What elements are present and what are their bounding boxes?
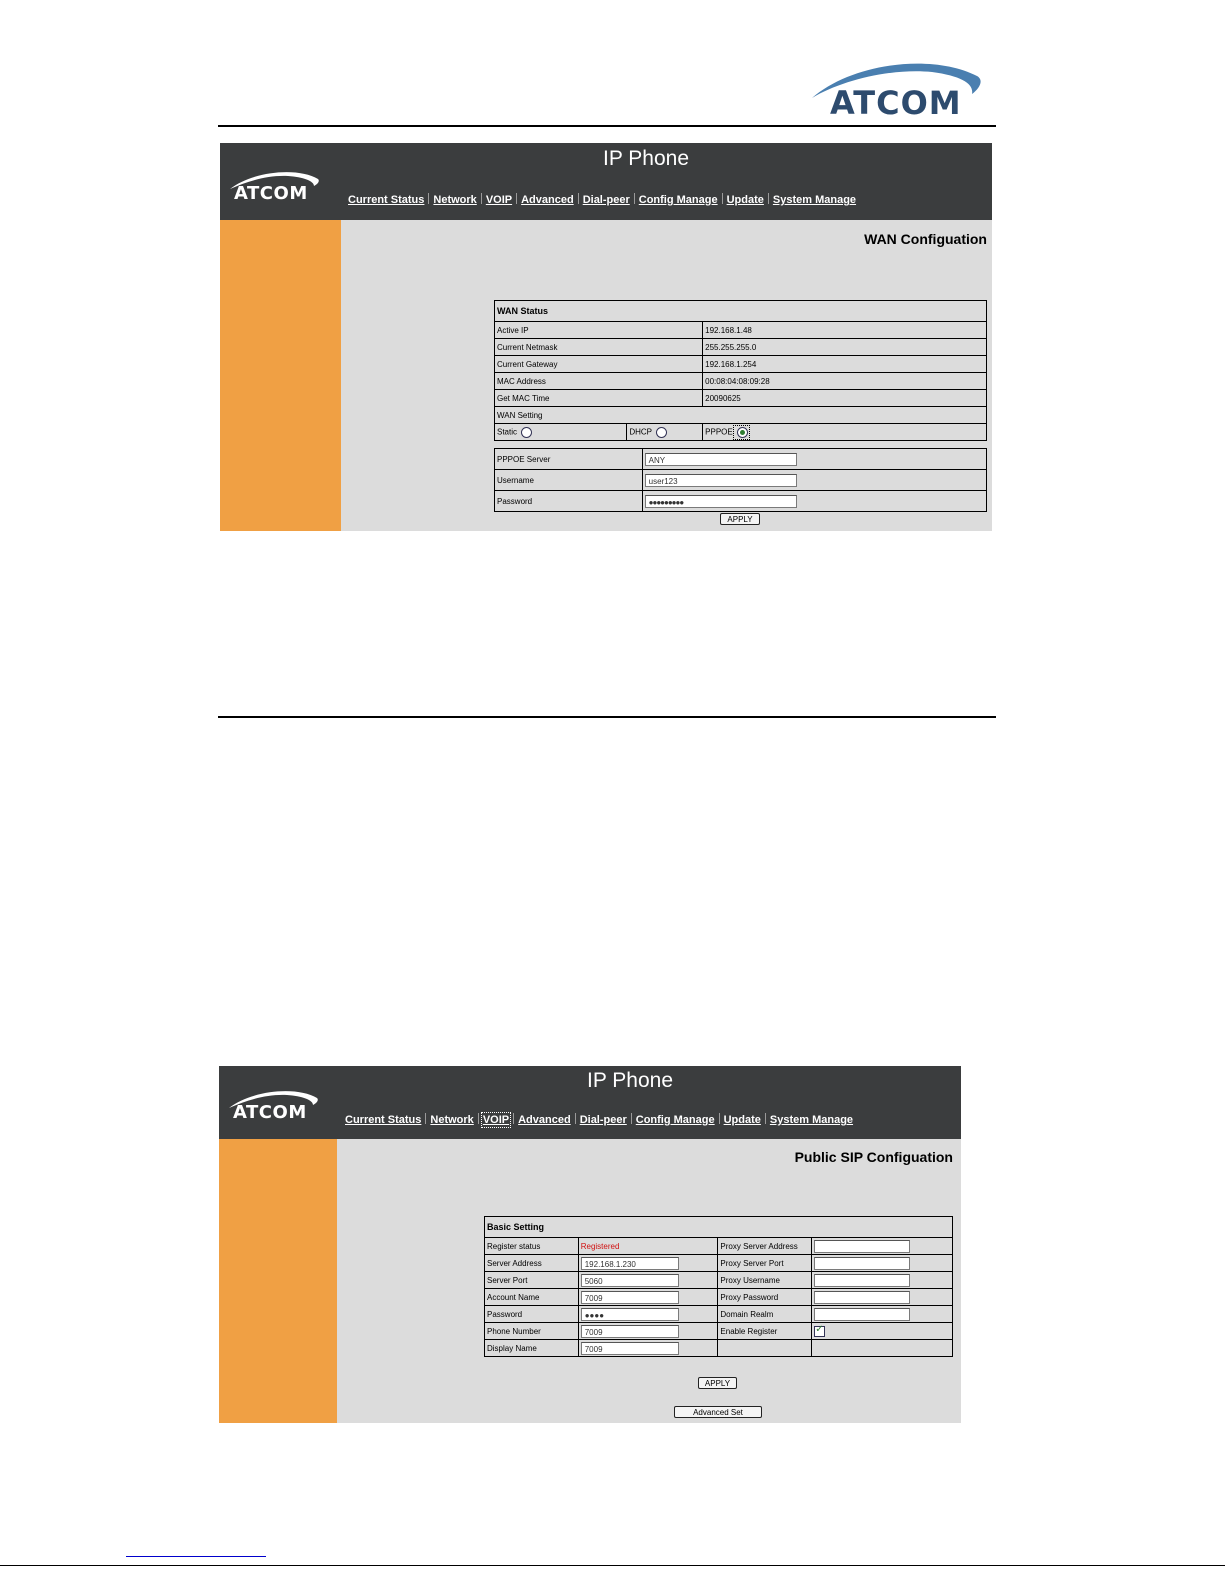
nav-network[interactable]: Network [430,1114,474,1126]
row-label: MAC Address [495,373,703,390]
wan-setting-label: WAN Setting [495,407,987,424]
nav-dial-peer[interactable]: Dial-peer [579,1114,627,1126]
mac-address-value: 00:08:04:08:09:28 [703,373,987,390]
table-row [495,322,987,339]
table-row [495,470,987,491]
pppoe-fields-table [494,448,987,512]
domain-realm-label: Domain Realm [718,1306,812,1323]
main-nav [345,1113,853,1126]
server-address-input[interactable]: 192.168.1.230 [581,1257,679,1270]
page-title: WAN Configuation [864,231,987,247]
pppoe-server-input[interactable]: ANY [645,453,797,466]
nav-advanced[interactable]: Advanced [518,1114,571,1126]
table-row [485,1238,953,1255]
proxy-username-label: Proxy Username [718,1272,812,1289]
table-row [485,1255,953,1272]
nav-update[interactable]: Update [723,1114,761,1126]
nav-config-manage[interactable]: Config Manage [638,194,718,206]
table-row [485,1272,953,1289]
server-address-label: Server Address [485,1255,579,1272]
header-divider [218,125,996,127]
proxy-server-address-input[interactable] [814,1240,910,1253]
proxy-password-input[interactable] [814,1291,910,1304]
proxy-server-port-input[interactable] [814,1257,910,1270]
password-input[interactable]: ●●●●●●●●● [645,495,797,508]
row-label: Active IP [495,322,703,339]
app-title: IP Phone [587,1069,674,1092]
apply-button[interactable]: APPLY [720,513,760,525]
dhcp-radio[interactable] [656,427,667,438]
atcom-brand-logo [228,169,324,209]
gateway-value: 192.168.1.254 [703,356,987,373]
proxy-server-address-label: Proxy Server Address [718,1238,812,1255]
server-port-label: Server Port [485,1272,579,1289]
nav-voip[interactable]: VOIP [482,1114,510,1126]
proxy-password-label: Proxy Password [718,1289,812,1306]
mac-time-value: 20090625 [703,390,987,407]
active-ip-value: 192.168.1.48 [703,322,987,339]
nav-system-manage[interactable]: System Manage [769,1114,854,1126]
logo-text: ATCOM [830,84,962,122]
display-name-label: Display Name [485,1340,579,1357]
nav-config-manage[interactable]: Config Manage [635,1114,715,1126]
table-row [485,1306,953,1323]
table-row [495,373,987,390]
apply-button[interactable]: APPLY [698,1377,737,1389]
enable-register-checkbox[interactable] [814,1326,825,1337]
section-divider [218,716,996,718]
netmask-value: 255.255.255.0 [703,339,987,356]
register-status-value: Registered [578,1238,718,1255]
static-label: Static [497,427,518,437]
wan-status-header: WAN Status [495,301,987,322]
table-row [495,390,987,407]
phone-number-label: Phone Number [485,1323,579,1340]
nav-update[interactable]: Update [726,194,764,206]
table-row [495,356,987,373]
proxy-username-input[interactable] [814,1274,910,1287]
display-name-input[interactable]: 7009 [581,1342,679,1355]
pppoe-label: PPPOE [705,427,733,437]
wan-sidebar [220,220,341,531]
password-label: Password [495,491,643,512]
domain-realm-input[interactable] [814,1308,910,1321]
basic-setting-header: Basic Setting [485,1217,953,1238]
atcom-document-logo [812,58,992,126]
footer-link-underline [126,1556,266,1557]
account-name-label: Account Name [485,1289,579,1306]
pppoe-radio[interactable] [737,427,748,438]
row-label: Get MAC Time [495,390,703,407]
password-input[interactable]: ●●●● [581,1308,679,1321]
table-row [485,1323,953,1340]
table-row [485,1340,953,1357]
atcom-brand-logo [227,1088,323,1128]
server-port-input[interactable]: 5060 [581,1274,679,1287]
sip-sidebar [219,1139,337,1423]
nav-current-status[interactable]: Current Status [345,1114,422,1126]
row-label: Current Netmask [495,339,703,356]
table-row [495,339,987,356]
row-label: Current Gateway [495,356,703,373]
static-radio[interactable] [521,427,532,438]
enable-register-label: Enable Register [718,1323,812,1340]
password-label: Password [485,1306,579,1323]
nav-voip[interactable]: VOIP [485,194,513,206]
sip-config-screenshot [219,1066,961,1423]
brand-text: ATCOM [234,183,308,204]
username-label: Username [495,470,643,491]
username-input[interactable]: user123 [645,474,797,487]
nav-advanced[interactable]: Advanced [521,194,574,206]
basic-setting-table [484,1216,953,1357]
register-status-label: Register status [485,1238,579,1255]
wan-config-screenshot [220,143,992,531]
table-row [485,1289,953,1306]
footer-divider [0,1565,1225,1566]
app-title: IP Phone [603,147,690,170]
nav-network[interactable]: Network [433,194,477,206]
table-row [495,491,987,512]
table-row [495,449,987,470]
dhcp-label: DHCP [629,427,652,437]
page-title: Public SIP Configuation [794,1149,953,1165]
nav-system-manage[interactable]: System Manage [772,194,857,206]
proxy-server-port-label: Proxy Server Port [718,1255,812,1272]
account-name-input[interactable]: 7009 [581,1291,679,1304]
wan-mode-row [495,424,987,441]
phone-number-input[interactable]: 7009 [581,1325,679,1338]
brand-text: ATCOM [233,1102,307,1123]
advanced-set-button[interactable]: Advanced Set [674,1406,762,1418]
nav-current-status[interactable]: Current Status [348,194,425,206]
wan-status-table [494,300,987,441]
nav-dial-peer[interactable]: Dial-peer [582,194,630,206]
pppoe-server-label: PPPOE Server [495,449,643,470]
main-nav [348,193,856,206]
